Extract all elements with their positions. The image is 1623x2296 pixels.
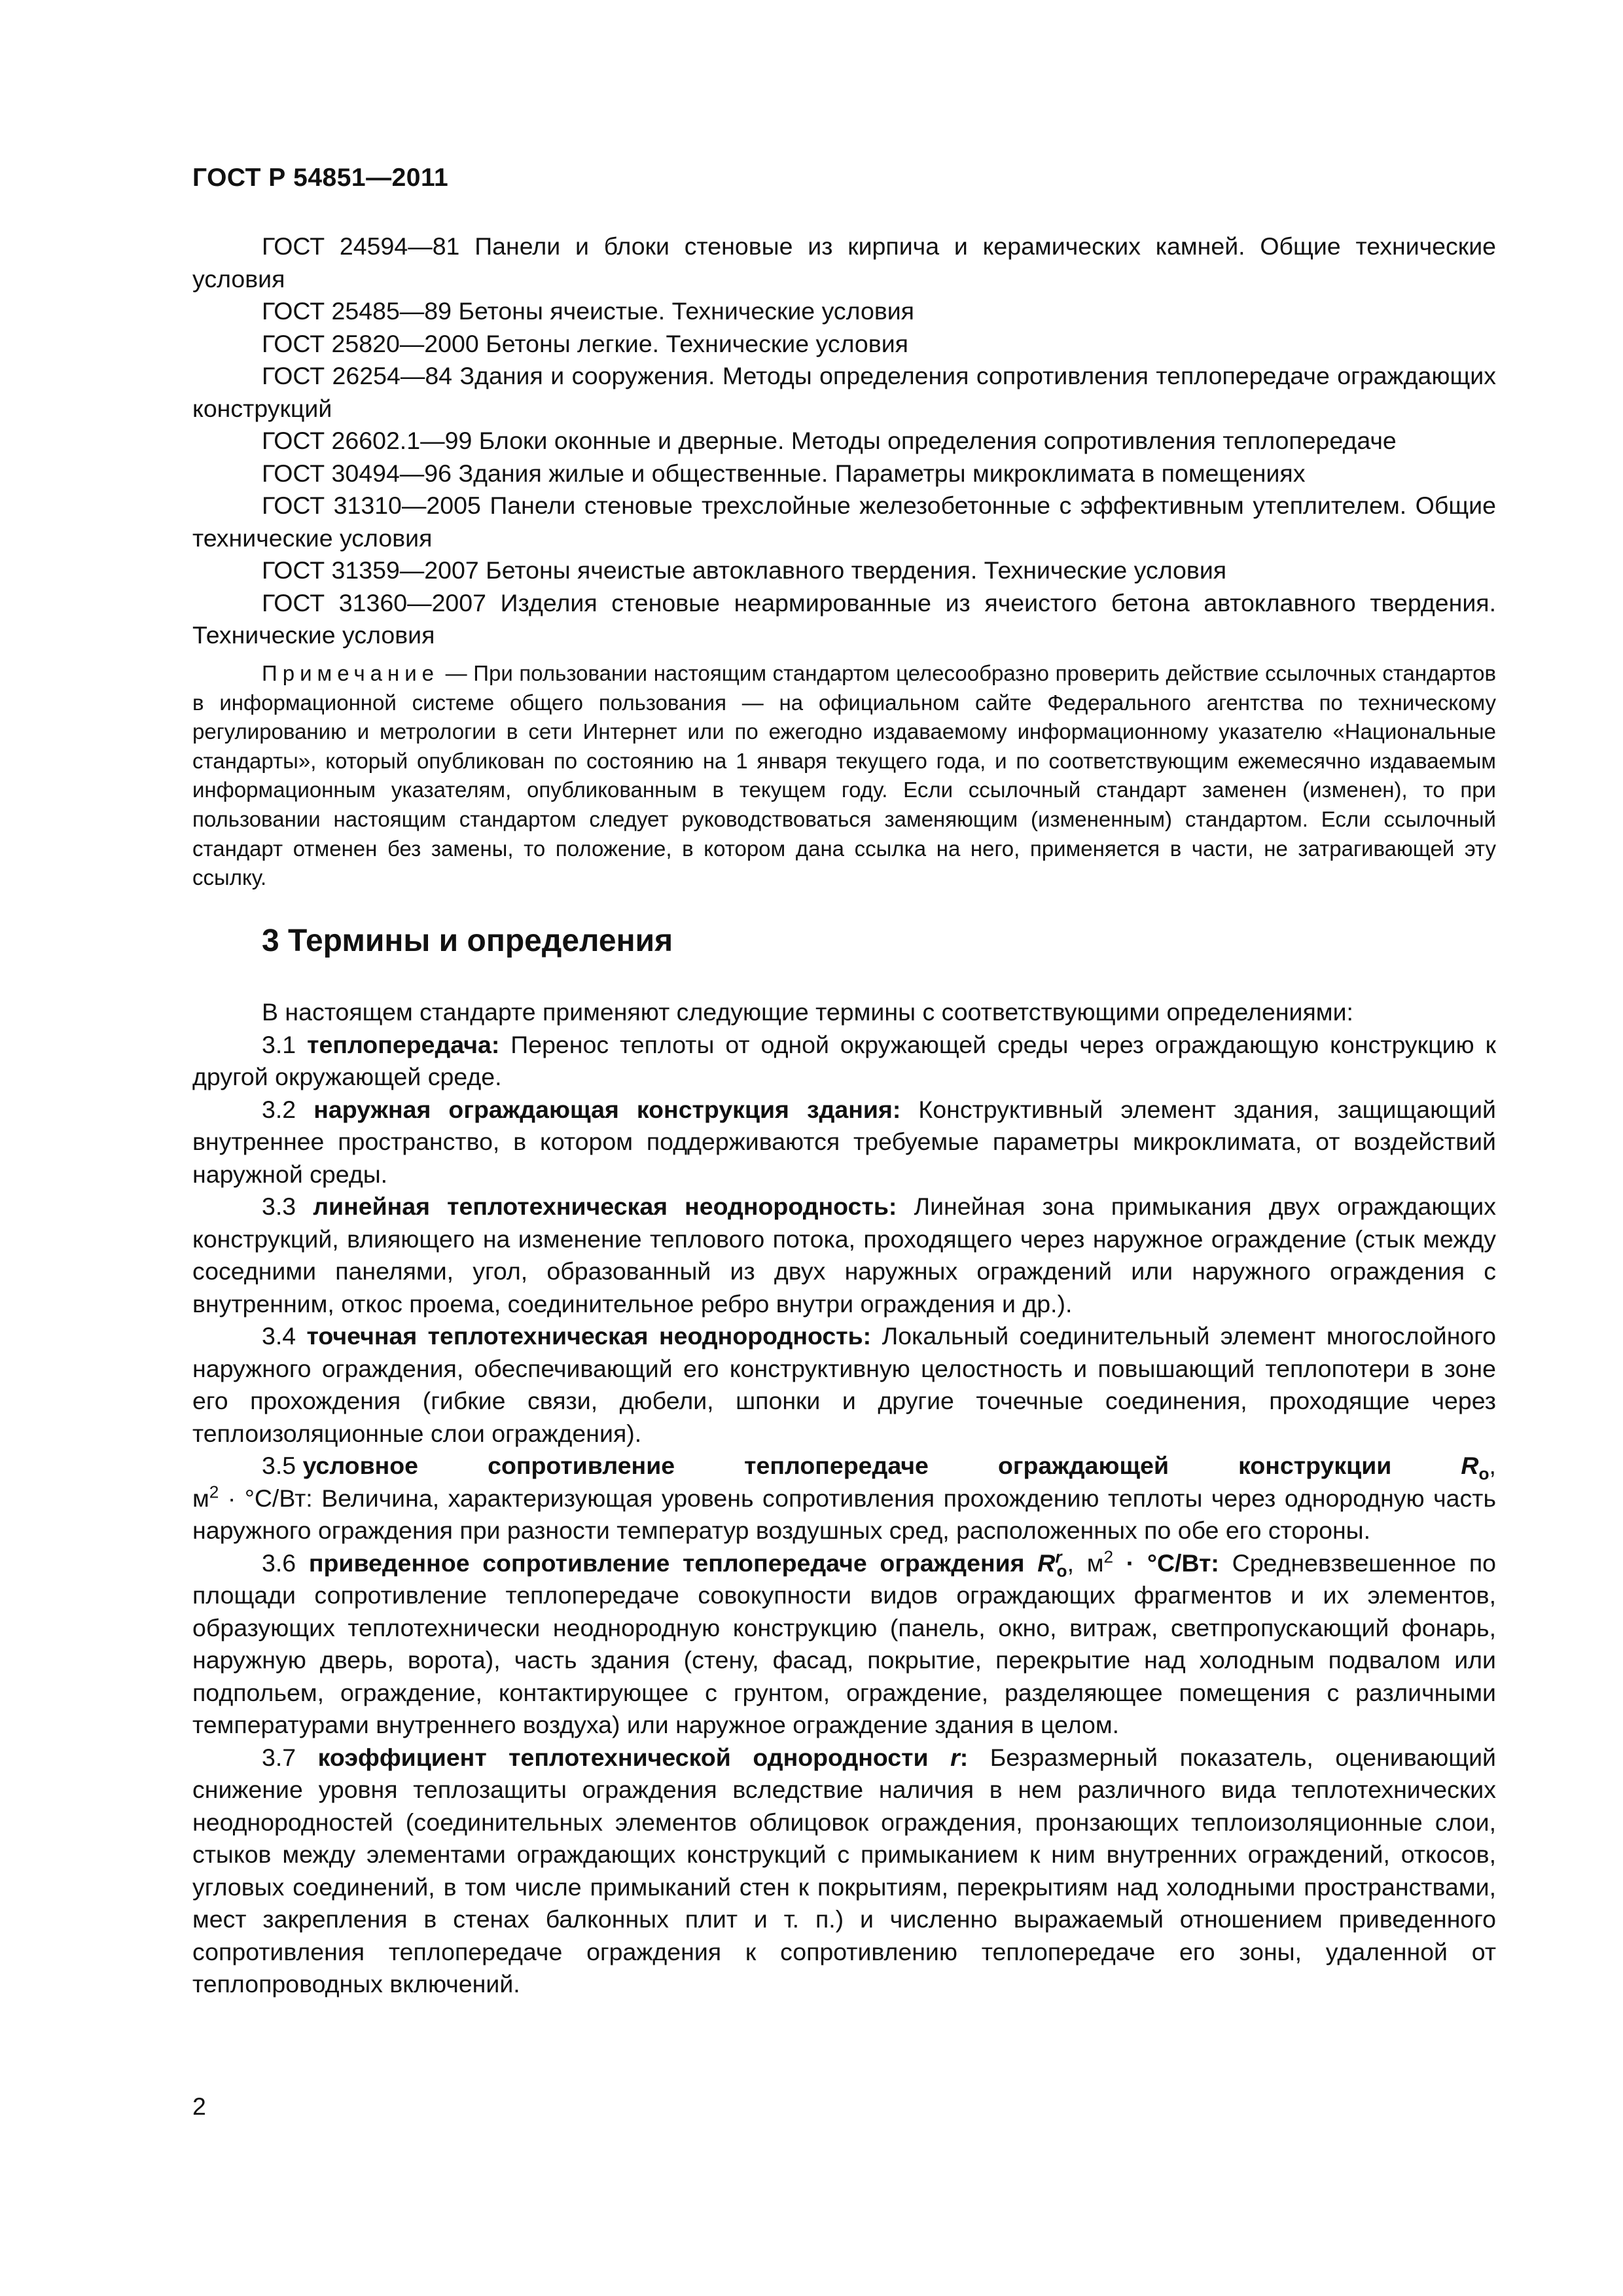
term-definition: Безразмерный показатель, оценивающий снижение уровня теплозащиты ограждения вследствие наличия в нем различного вида теплотехнических неоднородностей (соединительных элементов облицовок ограждения, пронзающих теплоизоляционные слои, стыков между элементами ограждающих конструкций с примыканием к ним внутренних ограждений, откосов, угловых соединений, в том числе примыканий стен к покрытиям, перекрытиям над холодными пространствами, мест закрепления в стенах балконных плит и т. п.) и численно выражаемый отношением приведенного сопротивления теплопередаче ограждения к сопротивлению теплопередаче его зоны, удаленной от теплопроводных включений. [192, 1743, 1497, 1998]
reference-item: ГОСТ 26602.1—99 Блоки оконные и дверные. Методы определения сопротивления теплопередаче [262, 427, 1397, 454]
term-number: 3.6 [262, 1549, 296, 1577]
reference-item: ГОСТ 30494—96 Здания жилые и общественные. Параметры микроклимата в помещениях [262, 459, 1306, 487]
unit-label [192, 1484, 313, 1512]
term-number: 3.2 [262, 1095, 296, 1123]
term-definition: Перенос теплоты от одной окружающей среды через ограждающую конструкцию к другой окружающей среде. [192, 1030, 1496, 1090]
term-number-value: 3.5 [262, 1452, 296, 1479]
term-definition: Величина, характеризующая уровень сопротивления прохождению теплоты через однородную часть наружного ограждения при разности температур воздушных сред, расположенных по обе его стороны. [192, 1484, 1496, 1544]
term-name: линейная теплотехническая неоднородность: [313, 1193, 897, 1220]
reference-item: ГОСТ 25820—2000 Бетоны легкие. Технические условия [262, 329, 908, 357]
term-definition: Конструктивный элемент здания, защищающий внутреннее пространство, в котором поддерживаются требуемые параметры микроклимата, от воздействий наружной среды. [192, 1095, 1497, 1188]
symbol-R: R [1037, 1549, 1056, 1577]
note-label: Примечание [262, 661, 440, 685]
symbol-r: r [950, 1743, 960, 1771]
term-word: теплопередаче [744, 1452, 929, 1479]
unit-prefix: м [192, 1484, 209, 1512]
term-3-3 [192, 1191, 1496, 1320]
term-name: точечная теплотехническая неоднородность: [306, 1322, 872, 1350]
term-definition: Локальный соединительный элемент многослойного наружного ограждения, обеспечивающий его конструктивную целостность и повышающий теплопотери в зоне его прохождения (гибкие связи, дюбели, шпонки и другие точечные соединения, проходящие через теплоизоляционные слои ограждения). [192, 1322, 1497, 1447]
note-text: — При пользовании настоящим стандартом целесообразно проверить действие ссылочных стандартов в информационной системе общего пользования — на официальном сайте Федерального агентства по техническому регулированию и метрологии в сети Интернет или по ежегодно издаваемому информационному указателю «Национальные стандарты», который опубликован по состоянию на 1 января текущего года, и по соответствующим ежемесячно издаваемым информационным указателям, опубликованным в текущем году. Если ссылочный стандарт заменен (изменен), то при пользовании настоящим стандартом следует руководствоваться заменяющим (измененным) стандартом. Если ссылочный стандарт отменен без замены, то положение, в котором дана ссылка на него, применяется в части, не затрагивающей эту ссылку. [192, 661, 1496, 890]
symbol-subscript: o [1056, 1561, 1067, 1581]
term-number: 3.3 [262, 1193, 296, 1220]
term-colon: : [959, 1743, 969, 1771]
unit-suffix: · °С/Вт: [219, 1484, 313, 1512]
reference-list [192, 230, 1496, 652]
note-paragraph [192, 659, 1496, 893]
symbol-subscript: o [1478, 1463, 1489, 1484]
section-intro: В настоящем стандарте применяют следующие термины с соответствующими определениями: [262, 998, 1353, 1026]
terms-section [192, 996, 1496, 2001]
term-name: теплопередача: [307, 1030, 500, 1058]
term-number: 3.4 [262, 1322, 296, 1350]
term-name: наружная ограждающая конструкция здания: [313, 1095, 901, 1123]
reference-item: ГОСТ 31359—2007 Бетоны ячеистые автоклавного твердения. Технические условия [262, 556, 1227, 584]
term-3-7 [192, 1742, 1496, 2001]
term-number: 3.7 [262, 1743, 296, 1771]
symbol-superscript: r [1055, 1547, 1062, 1566]
term-symbol: $R_o$, [1461, 1452, 1496, 1484]
term-3-4 [192, 1320, 1496, 1450]
term-3-1 [192, 1029, 1496, 1094]
reference-item: ГОСТ 31310—2005 Панели стеновые трехслойные железобетонные с эффективным утеплителем. Общие технические условия [192, 492, 1496, 552]
term-number: 3.1 [262, 1030, 296, 1058]
term-word: ограждающей [997, 1452, 1169, 1479]
term-word: конструкции [1238, 1452, 1392, 1479]
reference-item: ГОСТ 24594—81 Панели и блоки стеновые из кирпича и керамических камней. Общие технические условия [192, 232, 1496, 293]
unit-prefix: , м [1067, 1549, 1104, 1577]
term-3-6 [192, 1547, 1496, 1742]
unit-suffix: · °С/Вт: [1113, 1549, 1219, 1577]
unit-superscript: 2 [1103, 1547, 1114, 1566]
reference-item: ГОСТ 31360—2007 Изделия стеновые неармированные из ячеистого бетона автоклавного твердения. Технические условия [192, 588, 1496, 649]
section-title: 3 Термины и определения [262, 924, 673, 958]
term-name: коэффициент теплотехнической однородности [317, 1743, 929, 1771]
term-number [262, 1450, 418, 1482]
term-definition: Линейная зона примыкания двух ограждающих конструкций, влияющего на изменение теплового потока, проходящего через наружное ограждение (стык между соседними панелями, угол, образованный из двух наружных ограждений или наружного ограждения с внутренним, откос проема, соединительное ребро внутри ограждения и др.). [192, 1193, 1496, 1318]
term-3-5-body [192, 1482, 1496, 1547]
standard-header: ГОСТ Р 54851—2011 [192, 164, 449, 192]
page-number: 2 [192, 2092, 206, 2120]
reference-item: ГОСТ 26254—84 Здания и сооружения. Методы определения сопротивления теплопередаче ограждающих конструкций [192, 362, 1496, 422]
term-word: условное [302, 1452, 419, 1479]
term-3-2 [192, 1094, 1496, 1191]
term-3-5 [192, 1450, 1496, 1547]
unit-superscript: 2 [209, 1482, 219, 1501]
term-word: сопротивление [488, 1452, 675, 1479]
term-name: приведенное сопротивление теплопередаче ограждения [308, 1549, 1025, 1577]
term-3-5-heading [192, 1450, 1496, 1482]
reference-item: ГОСТ 25485—89 Бетоны ячеистые. Технические условия [262, 297, 914, 325]
symbol-R: R [1461, 1452, 1479, 1479]
term-definition: Средневзвешенное по площади сопротивление теплопередаче совокупности видов ограждающих фрагментов и их элементов, образующих теплотехнически неоднородную конструкцию (панель, окно, витраж, светпропускающий фонарь, наружную дверь, ворота), часть здания (стену, фасад, покрытие, перекрытие над холодным подвалом или подпольем, ограждение, контактирующее с грунтом, ограждение, разделяющее помещения с различными температурами внутреннего воздуха) или наружное ограждение здания в целом. [192, 1549, 1497, 1738]
